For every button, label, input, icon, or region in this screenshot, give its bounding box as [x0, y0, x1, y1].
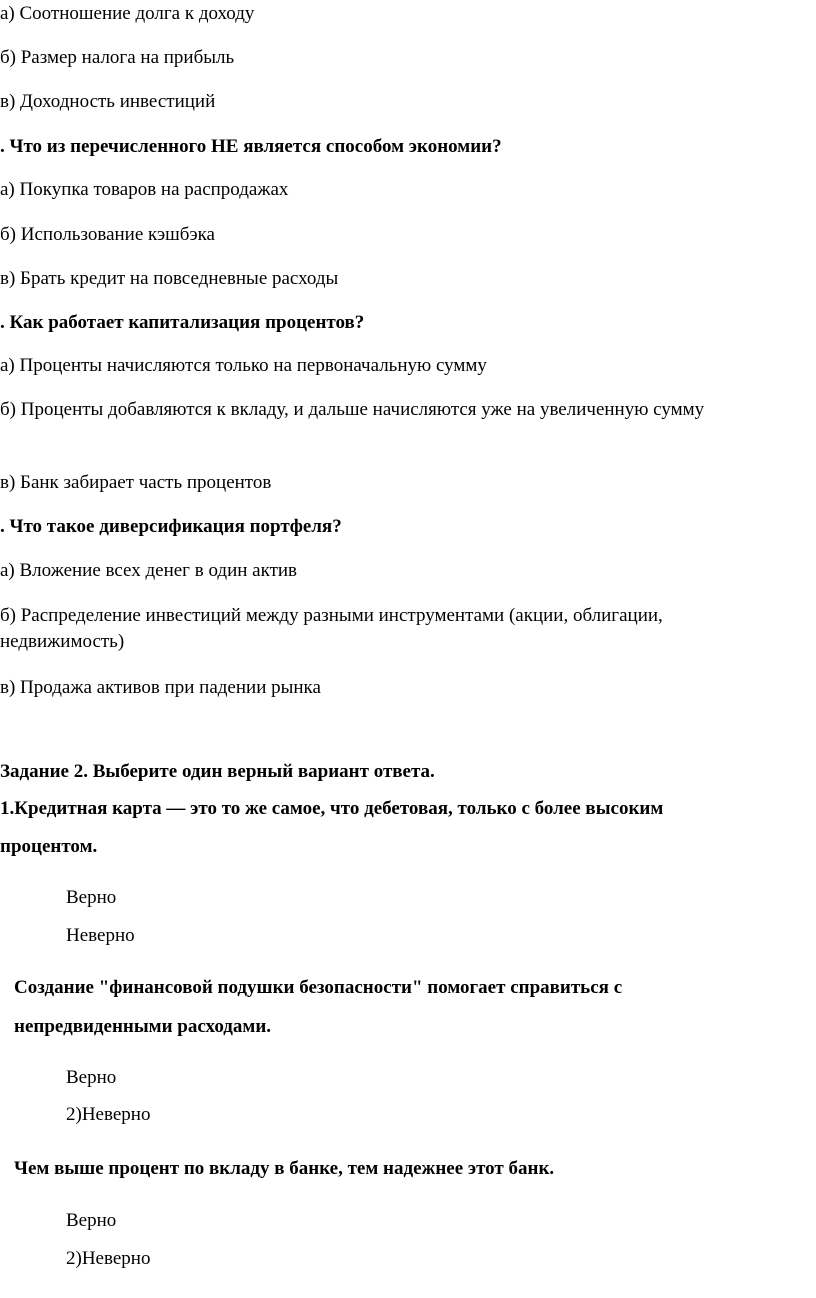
task2-q2-true: Верно	[66, 1067, 117, 1088]
question-capitalization: . Как работает капитализация процентов?	[0, 312, 365, 333]
task2-q1-line1: 1.Кредитная карта — это то же самое, что дебетовая, только с более высоким	[0, 798, 664, 819]
option-a-sales: а) Покупка товаров на распродажах	[0, 179, 289, 200]
option-a-initial-sum: а) Проценты начисляются только на первоначальную сумму	[0, 355, 487, 376]
option-a-debt-income: а) Соотношение долга к доходу	[0, 3, 255, 24]
task2-q1-line2: процентом.	[0, 836, 98, 857]
option-c-sell-on-fall: в) Продажа активов при падении рынка	[0, 677, 321, 698]
option-b-cashback: б) Использование кэшбэка	[0, 224, 215, 245]
option-c-investment-yield: в) Доходность инвестиций	[0, 91, 216, 112]
task2-heading: Задание 2. Выберите один верный вариант ответа.	[0, 761, 435, 782]
option-b-compound: б) Проценты добавляются к вкладу, и дальше начисляются уже на увеличенную сумму	[0, 399, 705, 420]
task2-q2-line2: непредвиденными расходами.	[14, 1016, 272, 1037]
task2-q3-false: 2)Неверно	[66, 1248, 151, 1269]
task2-q3-line1: Чем выше процент по вкладу в банке, тем надежнее этот банк.	[14, 1158, 555, 1179]
question-savings: . Что из перечисленного НЕ является способом экономии?	[0, 136, 502, 157]
task2-q1-true: Верно	[66, 887, 117, 908]
option-c-bank-takes: в) Банк забирает часть процентов	[0, 472, 272, 493]
task2-q2-line1: Создание "финансовой подушки безопасности" помогает справиться с	[14, 977, 623, 998]
task2-q1-false: Неверно	[66, 925, 135, 946]
question-diversification: . Что такое диверсификация портфеля?	[0, 516, 342, 537]
option-b-distribution: б) Распределение инвестиций между разными инструментами (акции, облигации, недвижимость)	[0, 605, 663, 652]
option-a-single-asset: а) Вложение всех денег в один актив	[0, 560, 298, 581]
task2-q3-true: Верно	[66, 1210, 117, 1231]
task2-q2-false: 2)Неверно	[66, 1104, 151, 1125]
option-c-credit-daily: в) Брать кредит на повседневные расходы	[0, 268, 339, 289]
option-b-profit-tax: б) Размер налога на прибыль	[0, 47, 235, 68]
